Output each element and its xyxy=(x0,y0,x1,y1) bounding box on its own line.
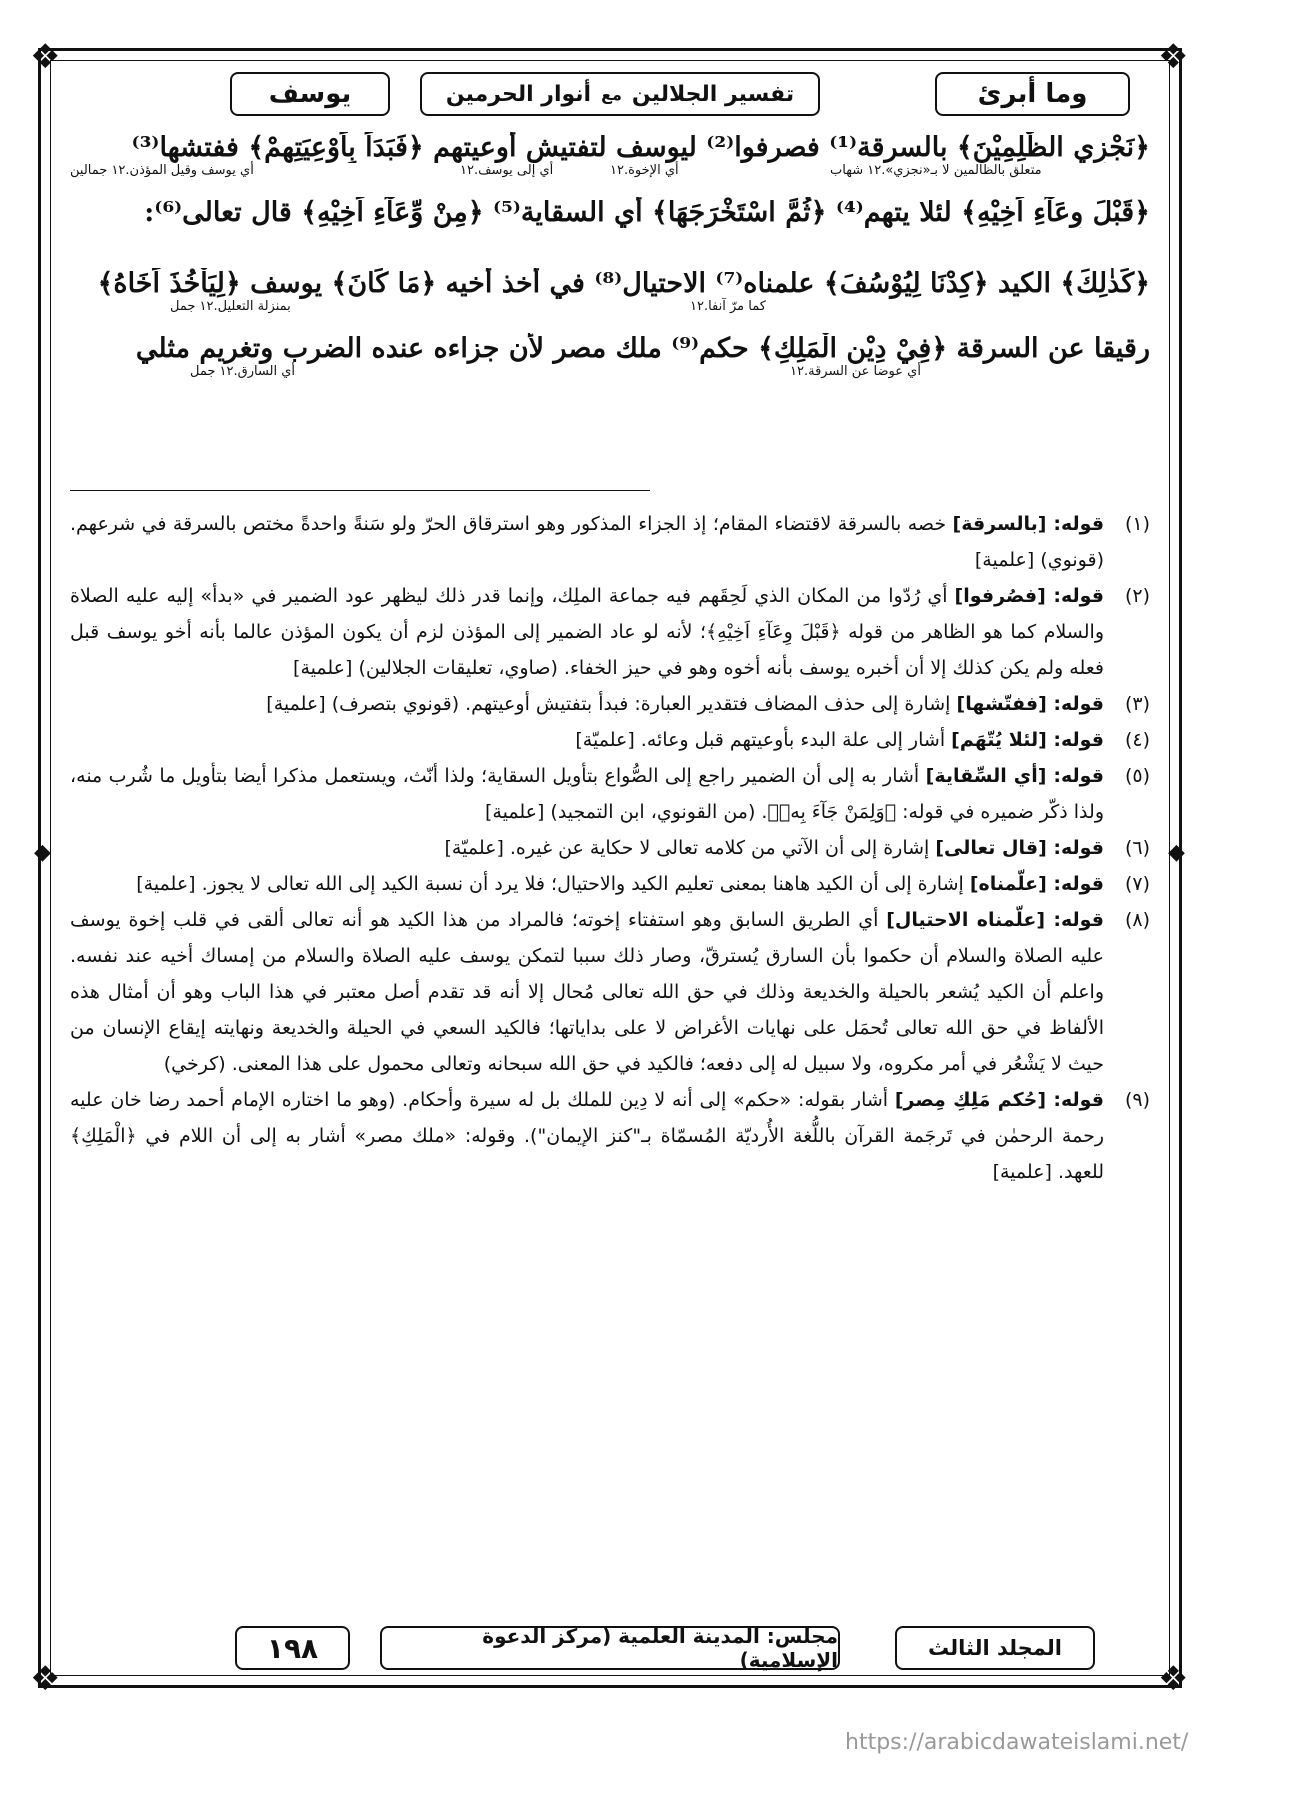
header-title-sub: أنوار الحرمين xyxy=(445,81,592,107)
matn-block xyxy=(70,132,1150,384)
gloss-note: أي الإخوة.١٢ xyxy=(610,163,679,178)
note-text: إشارة إلى حذف المضاف فتقدير العبارة: فبدأ بتفتيش أوعيتهم. (قونوي بتصرف) [علمية] xyxy=(266,693,957,715)
note-heading: قوله: [لئلا يُتّهَم] xyxy=(951,729,1104,751)
note-number: (١) xyxy=(1124,513,1150,535)
note-number: (٧) xyxy=(1124,873,1150,895)
footer-publisher: مجلس: المدينة العلمية (مركز الدعوة الإسلامية) xyxy=(380,1626,840,1670)
note-number: (٤) xyxy=(1124,729,1150,751)
side-ornament-icon: ◆ xyxy=(1168,840,1185,865)
note-heading: قوله: [قال تعالى] xyxy=(935,837,1104,859)
source-watermark: https://arabicdawateislami.net/ xyxy=(845,1730,1189,1755)
side-ornament-icon: ◆ xyxy=(34,840,51,865)
header-title-separator: مع xyxy=(601,84,622,104)
corner-ornament-icon: ❖ xyxy=(30,1659,61,1699)
note-text: خصه بالسرقة لاقتضاء المقام؛ إذ الجزاء المذكور وهو استرقاق الحرّ ولو سَنةً واحدةً مختص بالسرقة في شرعهم. (قونوي) [علمية] xyxy=(70,513,1104,571)
matn-line-1: ﴿نَجْزِي الظّٰلِمِيْنَ﴾ بالسرقة⁽¹⁾ فصرفوا⁽²⁾ ليوسف لتفتيش أوعيتهم ﴿فَبَدَاَ بِاَوْعِيَتِهِمْ﴾ ففتشها⁽³⁾ xyxy=(131,132,1150,163)
note-item xyxy=(70,758,1150,830)
gloss-note: بمنزلة التعليل.١٢ جمل xyxy=(170,299,291,314)
corner-ornament-icon: ❖ xyxy=(1158,1659,1189,1699)
note-number: (٩) xyxy=(1124,1089,1150,1111)
note-number: (٢) xyxy=(1124,585,1150,607)
corner-ornament-icon: ❖ xyxy=(1158,37,1189,77)
note-text: أي الطريق السابق وهو استفتاء إخوته؛ فالمراد من هذا الكيد هو أنه تعالى ألقى في قلب إخوة يوسف عليه الصلاة والسلام أن حكموا بأن السارق يُسترقّ، وصار ذلك سببا لتمكن يوسف عليه الصلاة والسلام من إمساك أخيه عند نفسه. واعلم أن الكيد يُشعر بالحيلة والخديعة وذلك في حق الله تعالى مُحال إلا أنه قد تقدم أصل معتبر في هذا الباب وهو أن أمثال هذه الألفاظ في حق الله تعالى تُحمَل على نهايات الأغراض لا على بداياتها؛ فالكيد السعي في الحيلة والخديعة ونهايته إيقاع الإنسان من حيث لا يَشْعُر في أمر مكروه، ولا سبيل له إلى دفعه؛ فالكيد في حق الله سبحانه وتعالى محمول على هذا المعنى. (كرخي) xyxy=(70,909,1104,1075)
gloss-note: متعلق بالظالمين لا بـ«نجزي».١٢ شهاب xyxy=(830,163,1042,178)
matn-line-2: ﴿قَبْلَ وِعَآءِ اَخِيْهِ﴾ لئلا يتهم⁽⁴⁾ ﴿ثُمَّ اسْتَخْرَجَهَا﴾ أي السقاية⁽⁵⁾ ﴿مِنْ وِّعَآءِ اَخِيْهِ﴾ قال تعالى⁽⁶⁾: xyxy=(144,197,1150,228)
note-number: (٦) xyxy=(1124,837,1150,859)
header-book-title xyxy=(420,72,820,116)
note-heading: قوله: [ففتّشها] xyxy=(956,693,1104,715)
footer-volume: المجلد الثالث xyxy=(895,1626,1095,1670)
note-text: إشارة إلى أن الكيد هاهنا بمعنى تعليم الكيد والاحتيال؛ فلا يرد أن نسبة الكيد إلى الله تعالى لا يجوز. [علمية] xyxy=(136,873,970,895)
header-surah-name: يوسف xyxy=(230,72,390,116)
matn-line-3: ﴿كَذٰلِكَ﴾ الكيد ﴿كِدْنَا لِيُوْسُفَ﴾ علمناه⁽⁷⁾ الاحتيال⁽⁸⁾ في أخذ أخيه ﴿مَا كَانَ﴾ يوسف ﴿لِيَاْخُذَ اَخَاهُ﴾ xyxy=(97,268,1150,299)
note-number: (٨) xyxy=(1124,909,1150,931)
gloss-note: أي يوسف وقيل المؤذن.١٢ جمالين xyxy=(70,163,254,178)
matn-line-4: رقيقا عن السرقة ﴿فِيْ دِيْنِ الْمَلِكِ﴾ حكم⁽⁹⁾ ملك مصر لأن جزاءه عنده الضرب وتغريم مثلي xyxy=(135,333,1150,364)
note-number: (٣) xyxy=(1124,693,1150,715)
note-heading: قوله: [فصُرفوا] xyxy=(954,585,1104,607)
header-title-main: تفسير الجلالين xyxy=(631,81,795,107)
note-heading: قوله: [بالسرقة] xyxy=(952,513,1105,535)
note-text: أشار به إلى أن الضمير راجع إلى الصُّواع بتأويل السقاية؛ ولذا أنّث، ويستعمل مذكرا أيضا بتأويل ما شُرب منه، ولذا ذكّر ضميره في قوله: ﴿وَلِمَنْ جَآءَ بِهٖ﴾. (من القونوي، ابن التمجيد) [علمية] xyxy=(70,765,1104,823)
note-heading: قوله: [أي السِّقاية] xyxy=(925,765,1104,787)
note-text: أشار إلى علة البدء بأوعيتهم قبل وعائه. [علميّة] xyxy=(575,729,952,751)
page-number: ١٩٨ xyxy=(235,1626,350,1670)
gloss-row-4 xyxy=(70,364,1150,384)
note-item xyxy=(70,506,1150,578)
note-item xyxy=(70,902,1150,1082)
note-text: أي رُدّوا من المكان الذي لَحِقَهم فيه جماعة الملِك، وإنما قدر ذلك ليظهر عود الضمير في «بدأ» إليه عليه الصلاة والسلام كما هو الظاهر من قوله ﴿قَبْلَ وِعَآءِ اَخِيْهِ﴾؛ لأنه لو عاد الضمير إلى المؤذن لزم أن يكون المؤذن عالما بأنه أخو يوسف قبل فعله ولم يكن كذلك إلا أن أخبره يوسف بأنه أخوه وهو في حيز الخفاء. (صاوي، تعليقات الجلالين) [علمية] xyxy=(70,585,1104,679)
note-item xyxy=(70,830,1150,866)
note-text: أشار بقوله: «حكم» إلى أنه لا دِين للملك بل له سيرة وأحكام. (وهو ما اختاره الإمام أحمد رضا خان عليه رحمة الرحمٰن في تَرجَمة القرآن باللُّغة الأُرديّة المُسمّاة بـ"كنز الإيمان"). وقوله: «ملك مصر» أشار به إلى أن اللام في ﴿الْمَلِكِ﴾ للعهد. [علمية] xyxy=(70,1089,1104,1183)
gloss-note: أي عوضا عن السرقة.١٢ xyxy=(790,364,921,379)
footnote-separator xyxy=(70,490,650,491)
note-item xyxy=(70,722,1150,758)
note-item xyxy=(70,686,1150,722)
gloss-row-1 xyxy=(70,163,1150,183)
note-number: (٥) xyxy=(1124,765,1150,787)
note-item xyxy=(70,866,1150,902)
note-text: إشارة إلى أن الآتي من كلامه تعالى لا حكاية عن غيره. [علميّة] xyxy=(444,837,936,859)
note-heading: قوله: [حُكم مَلِكِ مِصر] xyxy=(894,1089,1104,1111)
gloss-note: أي إلى يوسف.١٢ xyxy=(460,163,554,178)
commentary-notes xyxy=(70,506,1150,1190)
gloss-note: كما مرّ آنفا.١٢ xyxy=(690,299,766,314)
note-heading: قوله: [علّمناه] xyxy=(969,873,1104,895)
header-juz-name: وما أبرئ xyxy=(935,72,1130,116)
note-heading: قوله: [علّمناه الاحتيال] xyxy=(886,909,1104,931)
note-item xyxy=(70,1082,1150,1190)
gloss-row-3 xyxy=(70,299,1150,319)
note-item xyxy=(70,578,1150,686)
gloss-note: أي السارق.١٢ جمل xyxy=(190,364,296,379)
corner-ornament-icon: ❖ xyxy=(30,37,61,77)
